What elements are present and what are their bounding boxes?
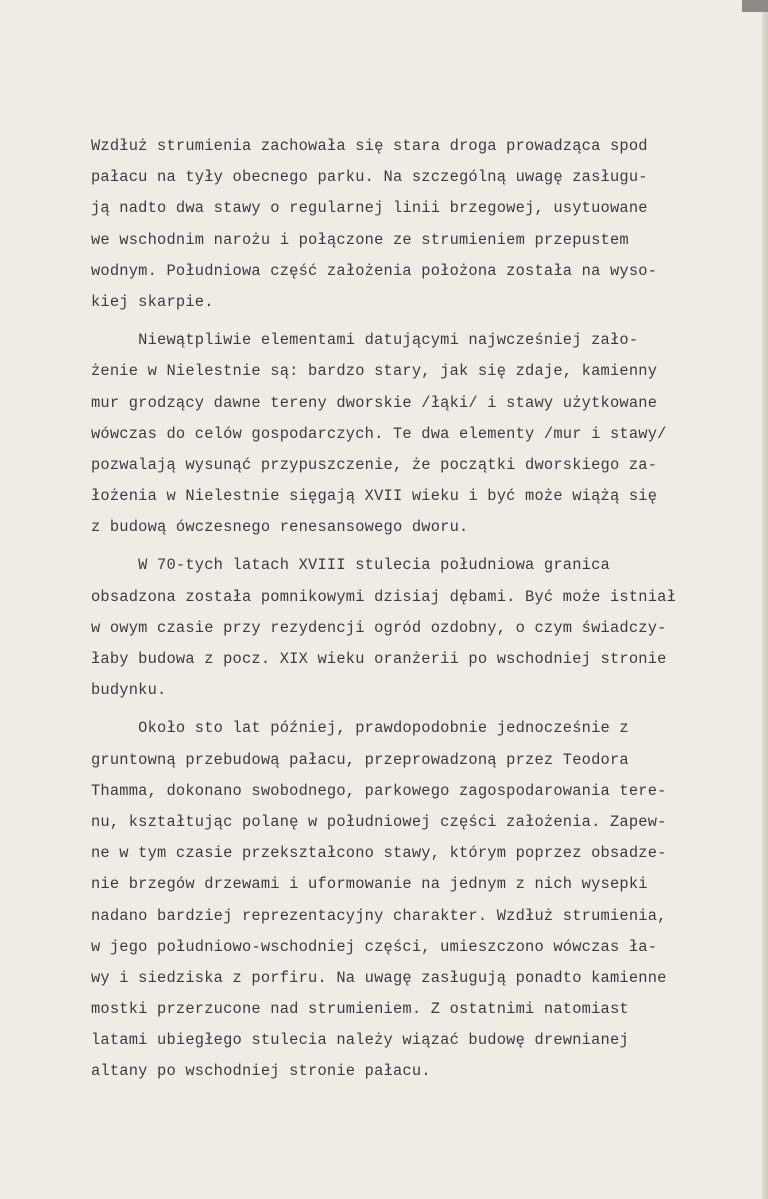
typewritten-text [91, 131, 741, 1088]
text-line: ją nadto dwa stawy o regularnej linii brzegowej, usytuowane [91, 199, 648, 218]
text-line: Thamma, dokonano swobodnego, parkowego zagospodarowania tere- [91, 781, 667, 800]
text-line: W 70-tych latach XVIII stulecia południowa granica [91, 556, 610, 575]
paragraph [91, 550, 741, 706]
text-line: żenie w Nielestnie są: bardzo stary, jak się zdaje, kamienny [91, 362, 658, 381]
text-line: mur grodzący dawne tereny dworskie /łąki/ i stawy użytkowane [91, 393, 658, 412]
text-line: nadano bardziej reprezentacyjny charakter. Wzdłuż strumienia, [91, 906, 667, 925]
paragraph [91, 131, 741, 318]
text-line: ne w tym czasie przekształcono stawy, którym poprzez obsadze- [91, 844, 667, 863]
text-line: gruntowną przebudową pałacu, przeprowadzoną przez Teodora [91, 750, 629, 769]
text-line: pałacu na tyły obecnego parku. Na szczególną uwagę zasługu- [91, 168, 648, 187]
text-line: altany po wschodniej stronie pałacu. [91, 1062, 431, 1081]
text-line: budynku. [91, 681, 167, 700]
text-line: latami ubiegłego stulecia należy wiązać budowę drewnianej [91, 1031, 629, 1050]
corner-mark [742, 0, 768, 12]
text-line: w owym czasie przy rezydencji ogród ozdobny, o czym świadczy- [91, 618, 667, 637]
paragraph [91, 713, 741, 1087]
text-line: łaby budowa z pocz. XIX wieku oranżerii po wschodniej stronie [91, 650, 667, 668]
text-line: wodnym. Południowa część założenia położona została na wyso- [91, 261, 658, 280]
text-line: mostki przerzucone nad strumieniem. Z ostatnimi natomiast [91, 1000, 629, 1019]
text-line: Niewątpliwie elementami datującymi najwcześniej zało- [91, 331, 639, 350]
text-line: Wzdłuż strumienia zachowała się stara droga prowadząca spod [91, 137, 648, 155]
text-line: pozwalają wysunąć przypuszczenie, że początki dworskiego za- [91, 455, 658, 474]
text-line: nie brzegów drzewami i uformowanie na jednym z nich wysepki [91, 875, 648, 894]
text-line: z budową ówczesnego renesansowego dworu. [91, 518, 469, 537]
text-line: wówczas do celów gospodarczych. Te dwa elementy /mur i stawy/ [91, 424, 667, 443]
text-line: nu, kształtując polanę w południowej części założenia. Zapew- [91, 812, 667, 831]
text-line: we wschodnim narożu i połączone ze strumieniem przepustem [91, 230, 629, 249]
text-line: w jego południowo-wschodniej części, umieszczono wówczas ła- [91, 937, 658, 956]
text-line: Około sto lat później, prawdopodobnie jednocześnie z [91, 719, 629, 738]
page-edge-shadow [762, 0, 768, 1199]
text-line: kiej skarpie. [91, 292, 214, 311]
text-line: wy i siedziska z porfiru. Na uwagę zasługują ponadto kamienne [91, 968, 667, 987]
text-line: łożenia w Nielestnie sięgają XVII wieku i być może wiążą się [91, 487, 658, 506]
paragraph [91, 325, 741, 543]
text-line: obsadzona została pomnikowymi dzisiaj dębami. Być może istniał [91, 587, 677, 606]
